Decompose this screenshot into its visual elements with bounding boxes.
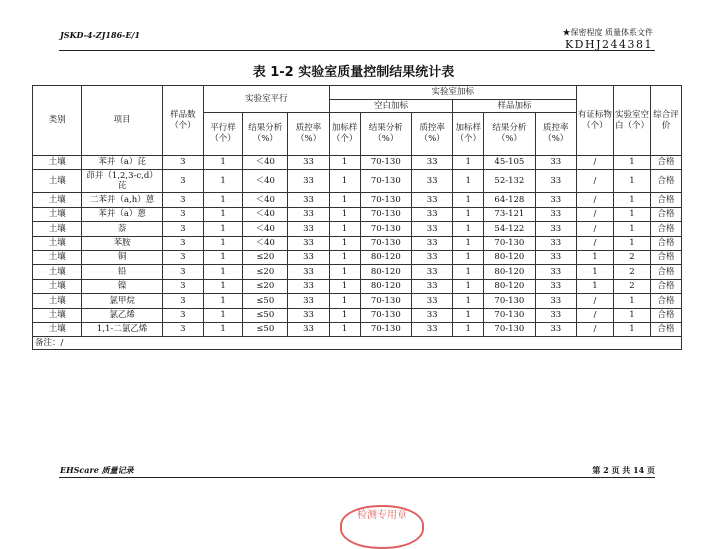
table-row <box>33 222 682 236</box>
header-rule <box>59 50 655 51</box>
cell-sample-spike-result: 80-120 <box>484 265 536 279</box>
cell-crm: 1 <box>576 279 613 293</box>
cell-blank-spike-count: 1 <box>329 236 360 250</box>
header-sample-spike: 样品加标 <box>453 100 577 113</box>
cell-sample-spike-rate: 33 <box>535 193 576 207</box>
header-blank-spike-result: 结果分析（%） <box>360 113 412 156</box>
cell-item: 苯胺 <box>82 236 162 250</box>
table-row <box>33 308 682 322</box>
cell-sample-count: 3 <box>162 265 203 279</box>
cell-blank-spike-rate: 33 <box>412 207 453 221</box>
cell-sample-spike-result: 70-130 <box>484 308 536 322</box>
cell-sample-spike-count: 1 <box>453 279 484 293</box>
cell-evaluation: 合格 <box>651 322 682 336</box>
header-item: 项目 <box>82 86 162 156</box>
cell-parallel-rate: 33 <box>288 294 329 308</box>
table-row <box>33 322 682 336</box>
header-sample-count: 样品数（个） <box>162 86 203 156</box>
cell-evaluation: 合格 <box>651 156 682 170</box>
cell-parallel-result: ≤50 <box>243 322 288 336</box>
header-blank-spike-rate: 质控率（%） <box>412 113 453 156</box>
cell-parallel-result: ＜40 <box>243 156 288 170</box>
cell-blank-spike-rate: 33 <box>412 193 453 207</box>
cell-sample-count: 3 <box>162 170 203 193</box>
cell-parallel-rate: 33 <box>288 250 329 264</box>
cell-blank-spike-result: 70-130 <box>360 322 412 336</box>
cell-category: 土壤 <box>33 279 82 293</box>
cell-blank-spike-count: 1 <box>329 170 360 193</box>
cell-lab-blank: 2 <box>613 265 650 279</box>
footer-brand: EHScare 质量记录 <box>60 465 134 475</box>
cell-lab-blank: 2 <box>613 250 650 264</box>
cell-crm: / <box>576 170 613 193</box>
confidentiality-label: ★保密程度 质量体系文件 <box>562 28 653 37</box>
header-category: 类别 <box>33 86 82 156</box>
cell-parallel-rate: 33 <box>288 207 329 221</box>
header-sample-spike-rate: 质控率（%） <box>535 113 576 156</box>
cell-blank-spike-count: 1 <box>329 294 360 308</box>
cell-parallel-count: 1 <box>203 294 242 308</box>
cell-blank-spike-result: 80-120 <box>360 250 412 264</box>
note-text: 备注：/ <box>33 337 682 350</box>
cell-blank-spike-result: 70-130 <box>360 222 412 236</box>
cell-sample-spike-result: 73-121 <box>484 207 536 221</box>
cell-blank-spike-count: 1 <box>329 250 360 264</box>
cell-evaluation: 合格 <box>651 250 682 264</box>
table-row <box>33 279 682 293</box>
cell-category: 土壤 <box>33 170 82 193</box>
cell-blank-spike-rate: 33 <box>412 322 453 336</box>
table-row <box>33 193 682 207</box>
table-row <box>33 294 682 308</box>
cell-sample-spike-result: 80-120 <box>484 250 536 264</box>
cell-parallel-count: 1 <box>203 250 242 264</box>
document-code: JSKD-4-ZJ186-E/1 <box>60 30 141 40</box>
cell-sample-spike-count: 1 <box>453 170 484 193</box>
cell-blank-spike-rate: 33 <box>412 250 453 264</box>
cell-sample-spike-rate: 33 <box>535 170 576 193</box>
cell-evaluation: 合格 <box>651 308 682 322</box>
table-row <box>33 156 682 170</box>
cell-lab-blank: 1 <box>613 156 650 170</box>
cell-sample-spike-result: 70-130 <box>484 322 536 336</box>
cell-lab-blank: 1 <box>613 170 650 193</box>
cell-blank-spike-count: 1 <box>329 193 360 207</box>
cell-sample-spike-count: 1 <box>453 207 484 221</box>
cell-blank-spike-result: 70-130 <box>360 207 412 221</box>
cell-sample-spike-result: 70-130 <box>484 236 536 250</box>
header-sample-spike-count: 加标样（个） <box>453 113 484 156</box>
cell-evaluation: 合格 <box>651 236 682 250</box>
cell-category: 土壤 <box>33 322 82 336</box>
cell-parallel-count: 1 <box>203 156 242 170</box>
table-row <box>33 250 682 264</box>
qc-results-table <box>32 85 682 350</box>
cell-evaluation: 合格 <box>651 170 682 193</box>
cell-blank-spike-count: 1 <box>329 279 360 293</box>
cell-parallel-rate: 33 <box>288 322 329 336</box>
table-title: 表 1-2 实验室质量控制结果统计表 <box>252 65 455 80</box>
cell-item: 苯并（a）蒽 <box>82 207 162 221</box>
cell-crm: / <box>576 207 613 221</box>
cell-parallel-count: 1 <box>203 193 242 207</box>
cell-blank-spike-rate: 33 <box>412 156 453 170</box>
footer-rule <box>59 477 655 478</box>
cell-sample-spike-rate: 33 <box>535 322 576 336</box>
cell-sample-count: 3 <box>162 294 203 308</box>
cell-parallel-count: 1 <box>203 322 242 336</box>
cell-sample-spike-rate: 33 <box>535 236 576 250</box>
cell-parallel-count: 1 <box>203 279 242 293</box>
cell-sample-count: 3 <box>162 250 203 264</box>
cell-item: 1,1-二氯乙烯 <box>82 322 162 336</box>
cell-parallel-rate: 33 <box>288 156 329 170</box>
cell-parallel-rate: 33 <box>288 308 329 322</box>
cell-blank-spike-count: 1 <box>329 265 360 279</box>
cell-sample-count: 3 <box>162 322 203 336</box>
cell-sample-spike-result: 80-120 <box>484 279 536 293</box>
cell-blank-spike-result: 70-130 <box>360 156 412 170</box>
cell-blank-spike-rate: 33 <box>412 170 453 193</box>
cell-evaluation: 合格 <box>651 265 682 279</box>
page-number: 第 2 页 共 14 页 <box>592 465 655 475</box>
cell-category: 土壤 <box>33 236 82 250</box>
cell-item: 氯乙烯 <box>82 308 162 322</box>
cell-item: 萘 <box>82 222 162 236</box>
cell-item: 镍 <box>82 279 162 293</box>
cell-category: 土壤 <box>33 265 82 279</box>
cell-sample-spike-result: 52-132 <box>484 170 536 193</box>
cell-sample-count: 3 <box>162 279 203 293</box>
cell-sample-count: 3 <box>162 222 203 236</box>
cell-category: 土壤 <box>33 308 82 322</box>
cell-parallel-rate: 33 <box>288 222 329 236</box>
cell-parallel-count: 1 <box>203 308 242 322</box>
cell-sample-spike-rate: 33 <box>535 207 576 221</box>
cell-sample-spike-count: 1 <box>453 222 484 236</box>
cell-item: 氯甲烷 <box>82 294 162 308</box>
cell-blank-spike-rate: 33 <box>412 222 453 236</box>
header-parallel-result: 结果分析（%） <box>243 113 288 156</box>
cell-parallel-rate: 33 <box>288 193 329 207</box>
cell-blank-spike-rate: 33 <box>412 308 453 322</box>
cell-item: 苯并（a）芘 <box>82 156 162 170</box>
cell-sample-spike-result: 45-105 <box>484 156 536 170</box>
cell-parallel-count: 1 <box>203 222 242 236</box>
cell-blank-spike-count: 1 <box>329 322 360 336</box>
cell-sample-count: 3 <box>162 236 203 250</box>
cell-category: 土壤 <box>33 156 82 170</box>
cell-parallel-count: 1 <box>203 265 242 279</box>
table-row <box>33 265 682 279</box>
header-parallel-rate: 质控率（%） <box>288 113 329 156</box>
cell-item: 二苯并（a,h）蒽 <box>82 193 162 207</box>
cell-crm: / <box>576 156 613 170</box>
cell-crm: / <box>576 308 613 322</box>
cell-sample-spike-count: 1 <box>453 193 484 207</box>
cell-sample-spike-rate: 33 <box>535 222 576 236</box>
cell-category: 土壤 <box>33 207 82 221</box>
cell-category: 土壤 <box>33 250 82 264</box>
header-parallel-count: 平行样（个） <box>203 113 242 156</box>
cell-sample-spike-count: 1 <box>453 236 484 250</box>
cell-lab-blank: 1 <box>613 308 650 322</box>
cell-sample-count: 3 <box>162 207 203 221</box>
cell-crm: 1 <box>576 250 613 264</box>
cell-crm: / <box>576 294 613 308</box>
cell-blank-spike-result: 70-130 <box>360 308 412 322</box>
cell-parallel-count: 1 <box>203 170 242 193</box>
cell-blank-spike-result: 70-130 <box>360 170 412 193</box>
cell-lab-blank: 1 <box>613 294 650 308</box>
table-row <box>33 207 682 221</box>
cell-blank-spike-count: 1 <box>329 308 360 322</box>
cell-sample-spike-rate: 33 <box>535 308 576 322</box>
cell-parallel-result: ≤50 <box>243 308 288 322</box>
cell-evaluation: 合格 <box>651 222 682 236</box>
cell-parallel-result: ≤20 <box>243 265 288 279</box>
cell-lab-blank: 1 <box>613 236 650 250</box>
cell-parallel-rate: 33 <box>288 170 329 193</box>
cell-sample-spike-count: 1 <box>453 265 484 279</box>
cell-blank-spike-result: 80-120 <box>360 279 412 293</box>
cell-parallel-result: ＜40 <box>243 193 288 207</box>
company-code: KDHJ244381 <box>564 38 653 51</box>
table-row <box>33 170 682 193</box>
cell-parallel-result: ≤20 <box>243 250 288 264</box>
cell-sample-spike-count: 1 <box>453 308 484 322</box>
cell-blank-spike-count: 1 <box>329 222 360 236</box>
cell-sample-spike-rate: 33 <box>535 156 576 170</box>
cell-crm: / <box>576 193 613 207</box>
cell-blank-spike-rate: 33 <box>412 279 453 293</box>
cell-sample-spike-result: 64-128 <box>484 193 536 207</box>
cell-sample-count: 3 <box>162 156 203 170</box>
cell-sample-spike-result: 70-130 <box>484 294 536 308</box>
table-row <box>33 236 682 250</box>
cell-parallel-count: 1 <box>203 236 242 250</box>
cell-blank-spike-result: 70-130 <box>360 193 412 207</box>
cell-blank-spike-result: 70-130 <box>360 236 412 250</box>
cell-sample-spike-count: 1 <box>453 322 484 336</box>
cell-item: 茚并（1,2,3-c,d）芘 <box>82 170 162 193</box>
cell-evaluation: 合格 <box>651 279 682 293</box>
cell-sample-spike-count: 1 <box>453 250 484 264</box>
header-blank-spike-count: 加标样（个） <box>329 113 360 156</box>
cell-blank-spike-count: 1 <box>329 156 360 170</box>
cell-lab-blank: 1 <box>613 207 650 221</box>
cell-category: 土壤 <box>33 222 82 236</box>
cell-sample-spike-rate: 33 <box>535 265 576 279</box>
cell-sample-spike-rate: 33 <box>535 294 576 308</box>
cell-item: 铜 <box>82 250 162 264</box>
cell-blank-spike-result: 80-120 <box>360 265 412 279</box>
cell-parallel-result: ＜40 <box>243 207 288 221</box>
header-sample-spike-result: 结果分析（%） <box>484 113 536 156</box>
cell-sample-spike-result: 54-122 <box>484 222 536 236</box>
cell-lab-blank: 1 <box>613 322 650 336</box>
cell-blank-spike-rate: 33 <box>412 294 453 308</box>
cell-lab-blank: 1 <box>613 193 650 207</box>
cell-parallel-result: ≤20 <box>243 279 288 293</box>
cell-evaluation: 合格 <box>651 207 682 221</box>
cell-evaluation: 合格 <box>651 294 682 308</box>
cell-item: 铅 <box>82 265 162 279</box>
cell-parallel-result: ＜40 <box>243 170 288 193</box>
cell-crm: / <box>576 236 613 250</box>
header-crm: 有证标物（个） <box>576 86 613 156</box>
seal-stamp: 检测专用章 <box>340 505 424 549</box>
cell-sample-count: 3 <box>162 193 203 207</box>
cell-category: 土壤 <box>33 294 82 308</box>
cell-parallel-result: ＜40 <box>243 236 288 250</box>
cell-parallel-rate: 33 <box>288 279 329 293</box>
note-row <box>33 337 682 350</box>
cell-parallel-rate: 33 <box>288 236 329 250</box>
cell-blank-spike-rate: 33 <box>412 265 453 279</box>
cell-evaluation: 合格 <box>651 193 682 207</box>
cell-lab-blank: 1 <box>613 222 650 236</box>
cell-sample-count: 3 <box>162 308 203 322</box>
cell-blank-spike-count: 1 <box>329 207 360 221</box>
header-blank-spike: 空白加标 <box>329 100 453 113</box>
cell-sample-spike-count: 1 <box>453 294 484 308</box>
header-lab-spike: 实验室加标 <box>329 86 576 100</box>
cell-blank-spike-result: 70-130 <box>360 294 412 308</box>
header-lab-blank: 实验室空白（个） <box>613 86 650 156</box>
header-lab-parallel: 实验室平行 <box>203 86 329 113</box>
cell-parallel-rate: 33 <box>288 265 329 279</box>
header-evaluation: 综合评价 <box>651 86 682 156</box>
cell-sample-spike-rate: 33 <box>535 250 576 264</box>
cell-parallel-count: 1 <box>203 207 242 221</box>
cell-sample-spike-rate: 33 <box>535 279 576 293</box>
cell-crm: / <box>576 322 613 336</box>
cell-crm: / <box>576 222 613 236</box>
cell-sample-spike-count: 1 <box>453 156 484 170</box>
cell-blank-spike-rate: 33 <box>412 236 453 250</box>
cell-lab-blank: 2 <box>613 279 650 293</box>
cell-parallel-result: ＜40 <box>243 222 288 236</box>
cell-parallel-result: ≤50 <box>243 294 288 308</box>
cell-category: 土壤 <box>33 193 82 207</box>
cell-crm: 1 <box>576 265 613 279</box>
